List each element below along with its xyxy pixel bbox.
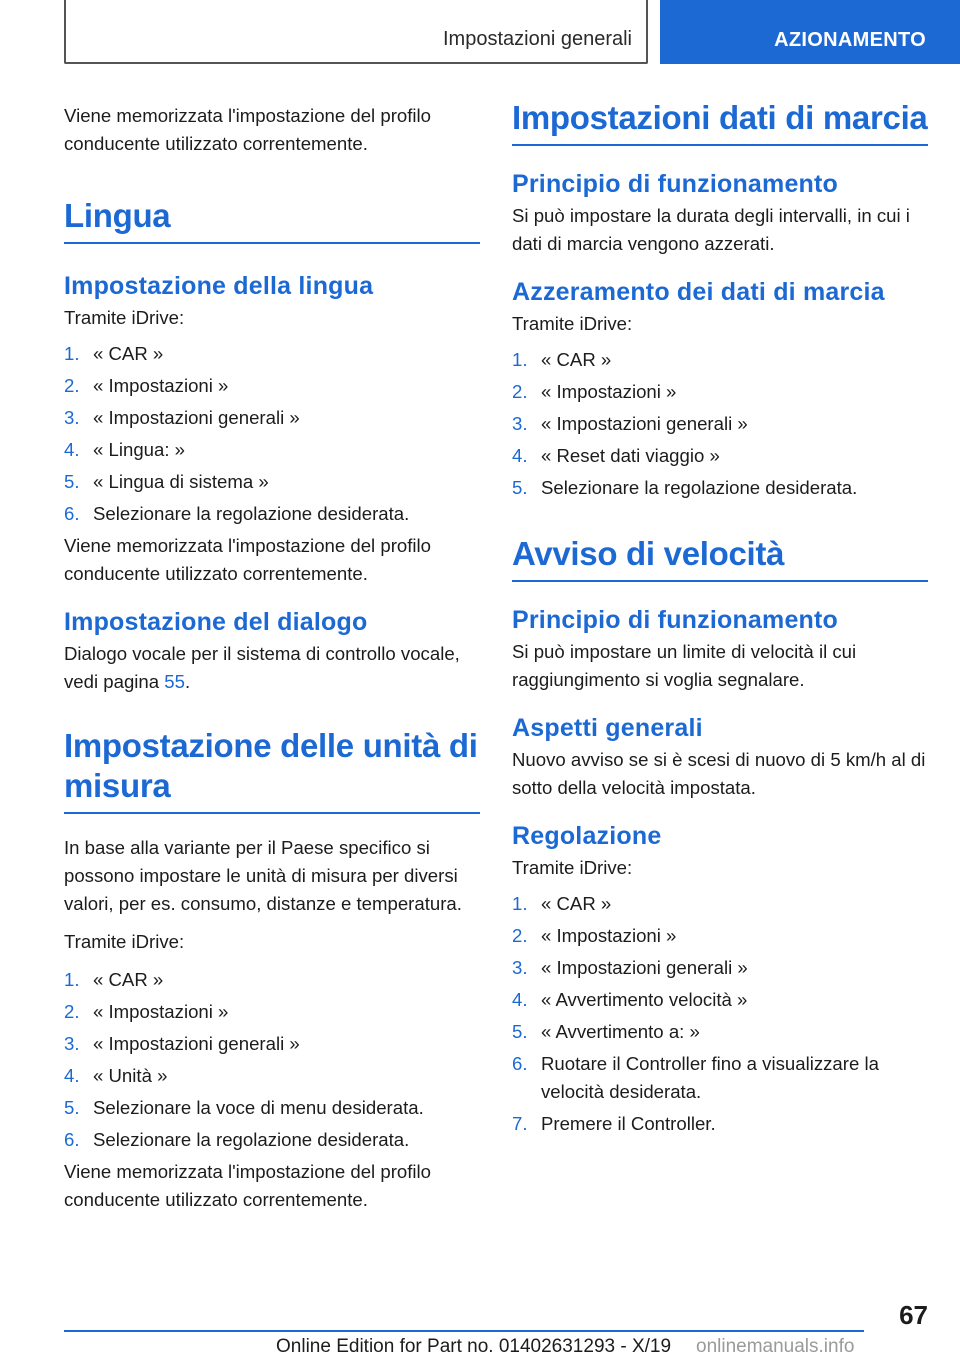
- list-item: 3. « Impostazioni generali »: [512, 413, 748, 434]
- heading-speed-warning: Avviso di velocità: [512, 534, 928, 582]
- list-item: 4. « Lingua: »: [64, 439, 186, 460]
- list-item: 3. « Impostazioni generali »: [512, 957, 748, 978]
- profile-note: Viene memorizzata l'impostazione del profilo conducente utilizzato correntemente.: [64, 535, 431, 584]
- steps-units: [64, 966, 480, 1154]
- chapter-tab: [660, 0, 960, 64]
- page-number: 67: [899, 1300, 928, 1330]
- dialog-text: Dialogo vocale per il sistema di controllo vocale, vedi pagina 55.: [64, 643, 460, 692]
- lead-text: Tramite iDrive:: [512, 857, 633, 878]
- speed-principle-text: Si può impostare un limite di velocità il cui raggiungimento si voglia segnalare.: [512, 641, 857, 690]
- heading-trip-data: Impostazioni dati di marcia: [512, 98, 928, 146]
- subheading-dialog-setting: Impostazione del dialogo: [64, 608, 368, 636]
- watermark: onlinemanuals.info: [696, 1336, 855, 1357]
- list-item: 4. « Reset dati viaggio »: [512, 445, 720, 466]
- units-text: In base alla variante per il Paese specifico si possono impostare le unità di misura per diversi valori, per es. consumo, distanze e temperatura.: [64, 837, 462, 914]
- list-item: 2. « Impostazioni »: [64, 1001, 229, 1022]
- heading-lingua: Lingua: [64, 196, 480, 244]
- list-item: 6. Selezionare la regolazione desiderata.: [64, 1129, 410, 1150]
- list-item: 5. « Lingua di sistema »: [64, 471, 269, 492]
- list-item: 3. « Impostazioni generali »: [64, 1033, 300, 1054]
- list-item: 2. « Impostazioni »: [64, 375, 229, 396]
- lead-text: Tramite iDrive:: [512, 313, 633, 334]
- footer-rule: [64, 1330, 864, 1332]
- chapter-title: AZIONAMENTO: [774, 29, 926, 51]
- lead-text: Tramite iDrive:: [64, 307, 185, 328]
- list-item: 6. Ruotare il Controller fino a visualizzare la velocità desiderata.: [512, 1053, 879, 1102]
- steps-speed: [512, 890, 928, 1138]
- intro-note: Viene memorizzata l'impostazione del profilo conducente utilizzato correntemente.: [64, 105, 431, 154]
- list-item: 5. Selezionare la voce di menu desiderata.: [64, 1097, 424, 1118]
- right-column: [512, 98, 928, 1142]
- steps-trip: [512, 346, 928, 502]
- subheading-general: Aspetti generali: [512, 714, 703, 742]
- subheading-trip-reset: Azzeramento dei dati di marcia: [512, 278, 885, 306]
- page-reference-link[interactable]: 55: [164, 671, 185, 692]
- lead-text: Tramite iDrive:: [64, 931, 185, 952]
- speed-general-text: Nuovo avviso se si è scesi di nuovo di 5 km/h al di sotto della velocità impostata.: [512, 749, 926, 798]
- list-item: 5. Selezionare la regolazione desiderata.: [512, 477, 858, 498]
- list-item: 5. « Avvertimento a: »: [512, 1021, 700, 1042]
- list-item: 1. « CAR »: [512, 893, 612, 914]
- list-item: 7. Premere il Controller.: [512, 1113, 716, 1134]
- list-item: 1. « CAR »: [64, 969, 164, 990]
- heading-units: Impostazione delle unità di misura: [64, 726, 480, 814]
- list-item: 4. « Avvertimento velocità »: [512, 989, 748, 1010]
- subheading-principle: Principio di funzionamento: [512, 606, 839, 634]
- running-header: [64, 0, 648, 64]
- left-column: [64, 102, 480, 1214]
- profile-note: Viene memorizzata l'impostazione del profilo conducente utilizzato correntemente.: [64, 1161, 431, 1210]
- list-item: 4. « Unità »: [64, 1065, 168, 1086]
- list-item: 3. « Impostazioni generali »: [64, 407, 300, 428]
- list-item: 2. « Impostazioni »: [512, 381, 677, 402]
- subheading-language-setting: Impostazione della lingua: [64, 272, 374, 300]
- trip-principle-text: Si può impostare la durata degli intervalli, in cui i dati di marcia vengono azzerati.: [512, 205, 910, 254]
- list-item: 6. Selezionare la regolazione desiderata.: [64, 503, 410, 524]
- steps-lingua: [64, 340, 480, 528]
- subheading-principle: Principio di funzionamento: [512, 170, 839, 198]
- footer-edition: Online Edition for Part no. 01402631293 - X/19 onlinemanuals.info: [276, 1336, 855, 1357]
- list-item: 2. « Impostazioni »: [512, 925, 677, 946]
- list-item: 1. « CAR »: [512, 349, 612, 370]
- section-title: Impostazioni generali: [443, 28, 632, 50]
- subheading-adjustment: Regolazione: [512, 822, 662, 850]
- list-item: 1. « CAR »: [64, 343, 164, 364]
